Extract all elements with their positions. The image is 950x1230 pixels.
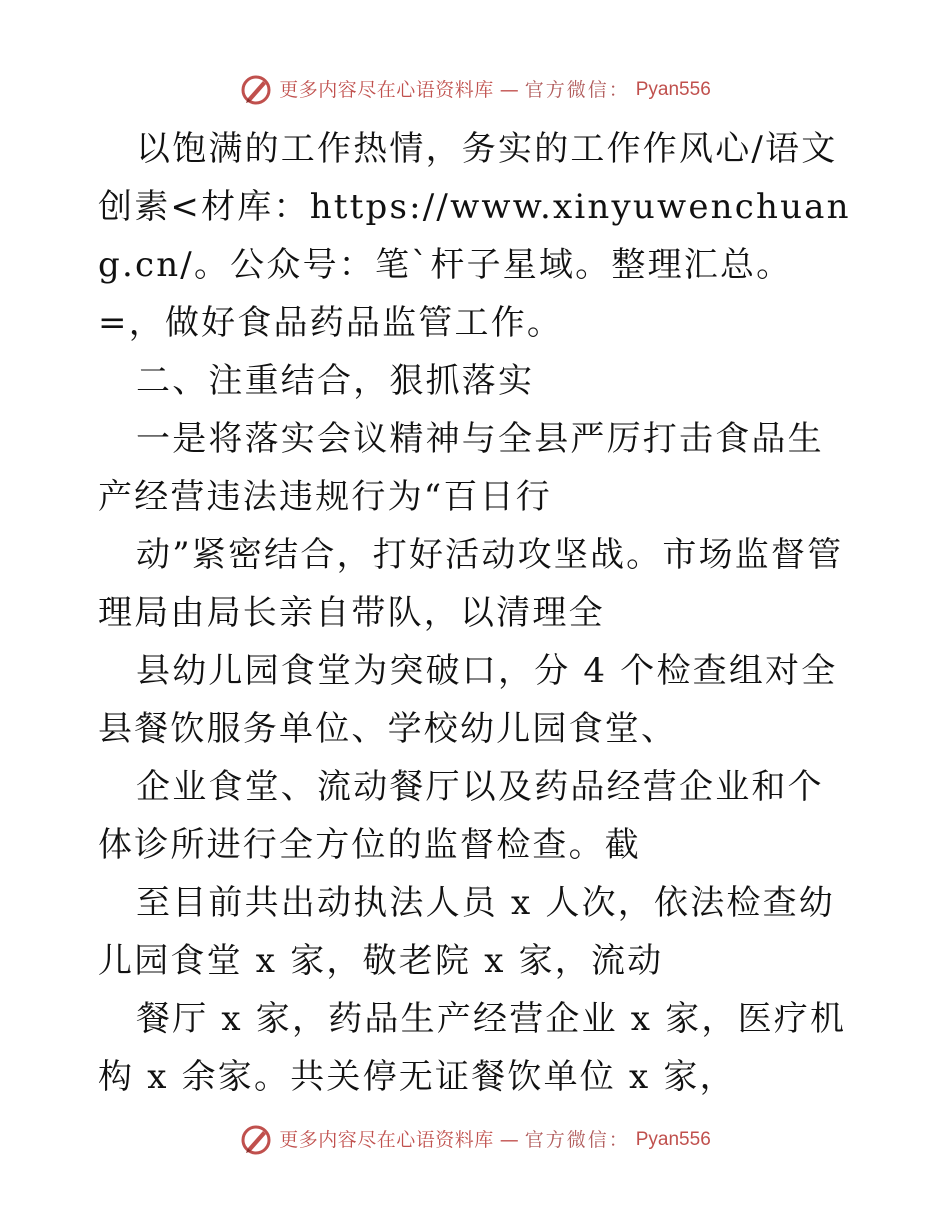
document-body [98, 120, 858, 1106]
banner-title: 更多内容尽在心语资料库 [279, 79, 494, 101]
pen-logo-icon [239, 1123, 273, 1157]
paragraph: 至目前共出动执法人员 x 人次，依法检查幼儿园食堂 x 家，敬老院 x 家，流动 [98, 883, 835, 981]
banner-wechat-id: Pyan556 [635, 79, 711, 100]
banner-dash: — [499, 79, 519, 101]
paragraph: 餐厅 x 家，药品生产经营企业 x 家，医疗机构 x 余家。共关停无证餐饮单位 x 家， [98, 999, 847, 1097]
section-heading: 二、注重结合，狠抓落实 [136, 361, 535, 401]
banner-dash: — [499, 1129, 519, 1151]
banner-wechat-id: Pyan556 [635, 1129, 711, 1150]
footer-banner [0, 1120, 950, 1160]
paragraph: 企业食堂、流动餐厅以及药品经营企业和个体诊所进行全方位的监督检查。截 [98, 767, 824, 865]
banner-wechat-label: 官方微信： [524, 1129, 630, 1151]
banner-wechat-label: 官方微信： [524, 79, 630, 101]
paragraph: 县幼儿园食堂为突破口，分 4 个检查组对全县餐饮服务单位、学校幼儿园食堂、 [98, 651, 838, 749]
header-banner [0, 70, 950, 110]
banner-title: 更多内容尽在心语资料库 [279, 1129, 494, 1151]
paragraph: 动”紧密结合，打好活动攻坚战。市场监督管理局由局长亲自带队，以清理全 [98, 535, 844, 633]
pen-logo-icon [239, 73, 273, 107]
paragraph: 以饱满的工作热情，务实的工作作风心/语文创素<材库：https://www.xinyuwenchuang.cn/。公众号：笔`杆子星域。整理汇总。=，做好食品药品监管工作。 [98, 129, 851, 343]
paragraph: 一是将落实会议精神与全县严厉打击食品生产经营违法违规行为“百日行 [98, 419, 824, 517]
